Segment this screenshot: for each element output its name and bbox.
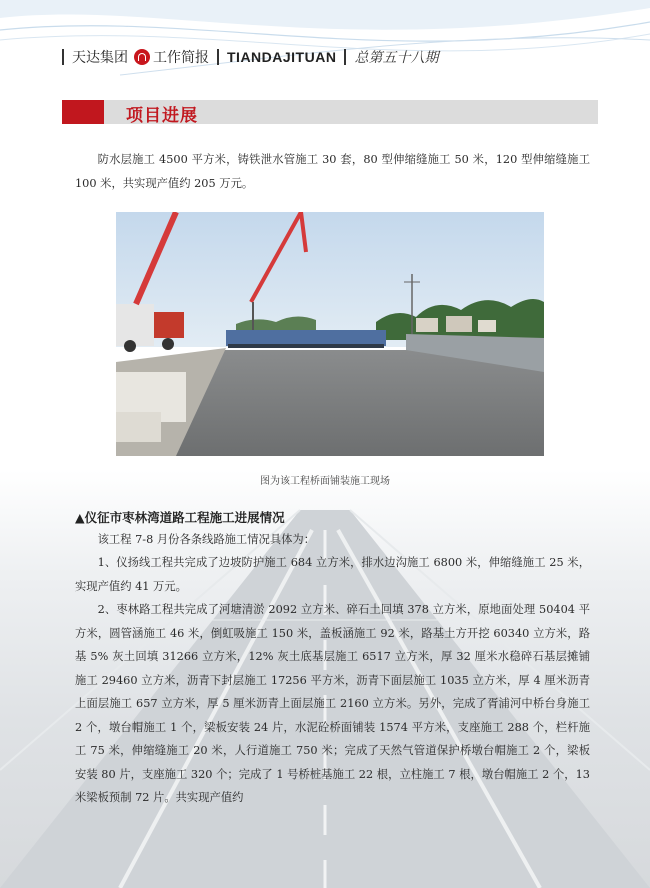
company-name: 天达集团	[72, 50, 128, 66]
header-divider	[217, 49, 219, 65]
header-divider	[344, 49, 346, 65]
section-title: 项目进展	[126, 106, 198, 126]
newsletter-name: 工作简报	[153, 50, 209, 66]
header-divider	[62, 49, 64, 65]
intro-paragraph: 防水层施工 4500 平方米，铸铁泄水管施工 30 套，80 型伸缩缝施工 50 米，120 型伸缩缝施工 100 米，共实现产值约 205 万元。	[75, 153, 590, 190]
brand-english-name: TIANDAJITUAN	[227, 49, 337, 65]
header-swoosh-decoration	[0, 0, 650, 80]
issue-number: 总第五十八期	[354, 50, 439, 66]
paragraph-item-1: 1、仪扬线工程共完成了边坡防护施工 684 立方米，排水边沟施工 6800 米，伸缩缝施工 25 米，实现产值约 41 万元。	[75, 556, 590, 593]
paragraph-intro: 该工程 7-8 月份各条线路施工情况具体为：	[97, 533, 316, 546]
bridge-deck-construction-photo	[116, 212, 544, 456]
section-title-bar	[62, 100, 598, 124]
project-subheading: ▲仪征市枣林湾道路工程施工进展情况	[75, 510, 285, 525]
page-header	[62, 46, 438, 68]
paragraph-item-2: 2、枣林路工程共完成了河塘清淤 2092 立方米、碎石土回填 378 立方米，原地面处理 50404 平方米，圆管涵施工 46 米，倒虹吸施工 150 米，盖板涵施工 92 米，路基土方开挖 60340 立方米，路基 5% 灰土回填 31266 立方米，12% 灰土底基层施工 6517 立方米，厚 32 厘米水稳碎石基层摊铺施工 29460 立方米，沥青下封层施工 17256 平方米，沥青下面层施工 1035 立方米，厚 4 厘米沥青上面层施工 657 立方米，厚 5 厘米沥青上面层施工 2160 立方米。另外，完成了胥浦河中桥台身施工 2 个，墩台帽施工 1 个，梁板安装 24 片，水泥砼桥面铺装 1574 平方米，支座施工 288 个，栏杆施工 75 米，伸缩缝施工 20 米，人行道施工 750 米；完成了天然气管道保护桥墩台帽施工 2 个，梁板安装 80 片，支座施工 320 个；完成了 1 号桥桩基施工 22 根，立柱施工 7 根，墩台帽施工 2 个，13 米梁板预制 72 片。共实现产值约	[75, 603, 590, 804]
company-logo-icon	[134, 49, 150, 65]
photo-caption: 图为该工程桥面铺装施工现场	[260, 476, 390, 487]
section-accent-block	[62, 100, 104, 124]
